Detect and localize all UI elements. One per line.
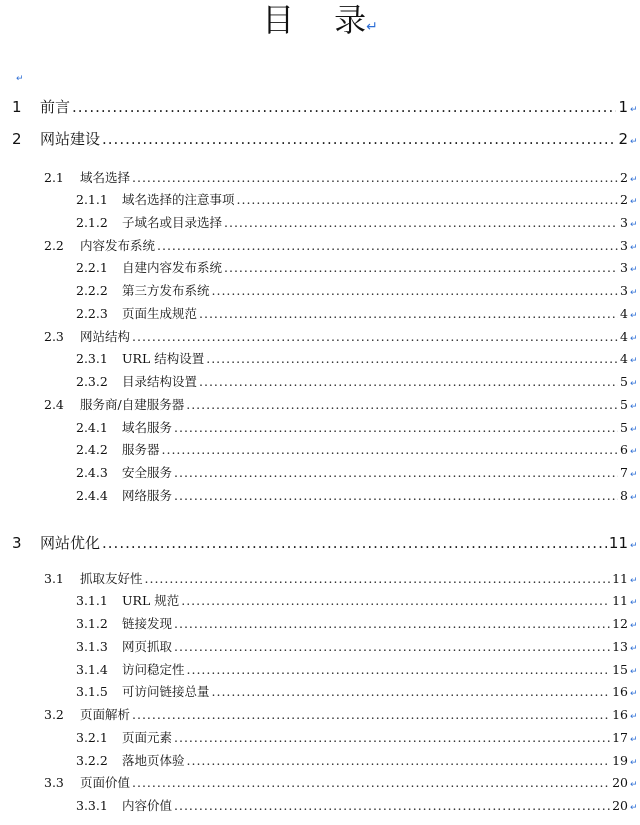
dot-leader bbox=[132, 170, 618, 185]
toc-entry-page: 19 bbox=[612, 753, 628, 768]
toc-entry-number: 3.1.4 bbox=[76, 662, 108, 677]
paragraph-mark-icon: ↵ bbox=[630, 288, 638, 298]
empty-paragraph bbox=[14, 66, 24, 85]
dot-leader bbox=[186, 397, 618, 412]
toc-entry-title: 页面解析 bbox=[80, 707, 131, 722]
dot-leader bbox=[145, 571, 611, 586]
toc-entry-page: 17 bbox=[612, 730, 628, 745]
toc-entry-number: 2.3.2 bbox=[76, 374, 108, 389]
dot-leader bbox=[224, 260, 618, 275]
toc-entry-number: 2.1 bbox=[44, 170, 64, 185]
toc-entry-page: 20 bbox=[612, 798, 628, 813]
toc-entry-title: 页面生成规范 bbox=[122, 306, 198, 321]
paragraph-mark-icon: ↵ bbox=[630, 243, 638, 253]
toc-entry-page: 13 bbox=[612, 639, 628, 654]
toc-entry-title: 自建内容发布系统 bbox=[122, 260, 223, 275]
toc-title bbox=[0, 0, 640, 47]
toc-entry-page: 4 bbox=[620, 306, 628, 321]
toc-entry-page: 11 bbox=[608, 534, 628, 552]
paragraph-mark-icon: ↵ bbox=[630, 493, 638, 503]
toc-entry-page: 15 bbox=[612, 662, 628, 677]
toc-entry-number: 2.4.1 bbox=[76, 420, 108, 435]
toc-entry-number: 2 bbox=[12, 130, 22, 148]
paragraph-mark-icon: ↵ bbox=[630, 425, 638, 435]
dot-leader bbox=[174, 798, 610, 813]
toc-entry[interactable] bbox=[0, 440, 640, 460]
toc-entry-title: 网站建设 bbox=[40, 130, 101, 148]
toc-entry-page: 2 bbox=[620, 170, 628, 185]
paragraph-mark-icon: ↵ bbox=[630, 667, 638, 677]
paragraph-mark-icon: ↵ bbox=[630, 379, 638, 389]
dot-leader bbox=[174, 465, 618, 480]
toc-entry-number: 3.2 bbox=[44, 707, 64, 722]
toc-entry-number: 2.3.1 bbox=[76, 351, 108, 366]
paragraph-mark-icon: ↵ bbox=[630, 644, 638, 654]
toc-entry-title: 域名选择 bbox=[80, 170, 131, 185]
toc-entry-page: 12 bbox=[612, 616, 628, 631]
toc-entry-page: 3 bbox=[620, 283, 628, 298]
toc-entry[interactable] bbox=[0, 327, 640, 347]
toc-entry[interactable] bbox=[0, 128, 640, 148]
paragraph-mark-icon: ↵ bbox=[366, 19, 378, 35]
paragraph-mark-icon: ↵ bbox=[630, 621, 638, 631]
toc-entry-page: 3 bbox=[620, 238, 628, 253]
dot-leader bbox=[224, 215, 618, 230]
toc-entry[interactable] bbox=[0, 395, 640, 415]
paragraph-mark-icon: ↵ bbox=[630, 780, 638, 790]
toc-entry-number: 3.3.1 bbox=[76, 798, 108, 813]
paragraph-mark-icon: ↵ bbox=[630, 402, 638, 412]
toc-entry-number: 2.2.3 bbox=[76, 306, 108, 321]
dot-leader bbox=[162, 442, 619, 457]
toc-entry-page: 1 bbox=[618, 98, 628, 116]
toc-entry[interactable] bbox=[0, 796, 640, 816]
paragraph-mark-icon: ↵ bbox=[630, 447, 638, 457]
toc-entry-page: 2 bbox=[620, 192, 628, 207]
toc-entry-page: 5 bbox=[620, 420, 628, 435]
toc-entry-title: 内容发布系统 bbox=[80, 238, 156, 253]
dot-leader bbox=[132, 707, 610, 722]
paragraph-mark-icon: ↵ bbox=[630, 137, 638, 147]
dot-leader bbox=[132, 775, 610, 790]
toc-entry-number: 2.1.1 bbox=[76, 192, 108, 207]
toc-entry-page: 5 bbox=[620, 397, 628, 412]
toc-entry-title: 抓取友好性 bbox=[80, 571, 143, 586]
toc-entry-number: 2.4 bbox=[44, 397, 64, 412]
paragraph-mark-icon: ↵ bbox=[16, 74, 24, 84]
toc-entry-page: 3 bbox=[620, 260, 628, 275]
toc-entry-title: 网站优化 bbox=[40, 534, 101, 552]
toc-entry[interactable] bbox=[0, 614, 640, 634]
toc-entry-title: 页面价值 bbox=[80, 775, 131, 790]
paragraph-mark-icon: ↵ bbox=[630, 175, 638, 185]
toc-entry-page: 4 bbox=[620, 329, 628, 344]
toc-entry-title: URL 结构设置 bbox=[122, 351, 205, 366]
toc-entry-number: 2.4.3 bbox=[76, 465, 108, 480]
dot-leader bbox=[237, 192, 619, 207]
toc-entry[interactable] bbox=[0, 349, 640, 369]
toc-entry[interactable] bbox=[0, 96, 640, 116]
toc-entry[interactable] bbox=[0, 304, 640, 324]
paragraph-mark-icon: ↵ bbox=[630, 598, 638, 608]
toc-entry[interactable] bbox=[0, 728, 640, 748]
toc-entry-title: 内容价值 bbox=[122, 798, 173, 813]
toc-entry-number: 3.1.5 bbox=[76, 684, 108, 699]
paragraph-mark-icon: ↵ bbox=[630, 576, 638, 586]
dot-leader bbox=[174, 616, 610, 631]
toc-entry-page: 6 bbox=[620, 442, 628, 457]
toc-entry-number: 3 bbox=[12, 534, 22, 552]
toc-entry-number: 3.1 bbox=[44, 571, 64, 586]
toc-entry[interactable] bbox=[0, 637, 640, 657]
toc-entry[interactable] bbox=[0, 682, 640, 702]
toc-entry-title: 服务商/自建服务器 bbox=[80, 397, 185, 412]
toc-entry-title: 前言 bbox=[40, 98, 71, 116]
toc-entry-number: 3.2.2 bbox=[76, 753, 108, 768]
toc-entry-title: 落地页体验 bbox=[122, 753, 185, 768]
toc-entry[interactable] bbox=[0, 190, 640, 210]
paragraph-mark-icon: ↵ bbox=[630, 334, 638, 344]
dot-leader bbox=[157, 238, 618, 253]
toc-entry-title: URL 规范 bbox=[122, 593, 180, 608]
dot-leader bbox=[174, 488, 618, 503]
toc-entry[interactable] bbox=[0, 168, 640, 188]
dot-leader bbox=[102, 130, 616, 148]
dot-leader bbox=[102, 534, 607, 552]
toc-entry-page: 3 bbox=[620, 215, 628, 230]
toc-entry[interactable] bbox=[0, 569, 640, 589]
toc-entry-number: 2.2.1 bbox=[76, 260, 108, 275]
toc-entry-title: 目录结构设置 bbox=[122, 374, 198, 389]
paragraph-mark-icon: ↵ bbox=[630, 712, 638, 722]
dot-leader bbox=[187, 753, 611, 768]
toc-entry[interactable] bbox=[0, 236, 640, 256]
toc-entry-title: 第三方发布系统 bbox=[122, 283, 210, 298]
dot-leader bbox=[199, 306, 618, 321]
toc-entry[interactable] bbox=[0, 660, 640, 680]
toc-entry[interactable] bbox=[0, 281, 640, 301]
toc-entry-number: 3.1.3 bbox=[76, 639, 108, 654]
toc-entry-title: 域名选择的注意事项 bbox=[122, 192, 235, 207]
dot-leader bbox=[174, 420, 618, 435]
dot-leader bbox=[212, 283, 619, 298]
toc-entry-number: 2.4.2 bbox=[76, 442, 108, 457]
toc-entry-page: 5 bbox=[620, 374, 628, 389]
title-char-2: 录 bbox=[334, 1, 367, 39]
toc-entry[interactable] bbox=[0, 213, 640, 233]
paragraph-mark-icon: ↵ bbox=[630, 105, 638, 115]
toc-entry-page: 7 bbox=[620, 465, 628, 480]
paragraph-mark-icon: ↵ bbox=[630, 311, 638, 321]
title-char-1: 目 bbox=[262, 1, 295, 39]
dot-leader bbox=[174, 730, 610, 745]
toc-entry-number: 3.3 bbox=[44, 775, 64, 790]
dot-leader bbox=[199, 374, 618, 389]
paragraph-mark-icon: ↵ bbox=[630, 265, 638, 275]
toc-entry-number: 1 bbox=[12, 98, 22, 116]
dot-leader bbox=[174, 639, 610, 654]
toc-entry-page: 11 bbox=[612, 593, 628, 608]
paragraph-mark-icon: ↵ bbox=[630, 803, 638, 813]
paragraph-mark-icon: ↵ bbox=[630, 356, 638, 366]
paragraph-mark-icon: ↵ bbox=[630, 689, 638, 699]
toc-entry[interactable] bbox=[0, 372, 640, 392]
toc-entry-title: 网络服务 bbox=[122, 488, 173, 503]
toc-entry[interactable] bbox=[0, 418, 640, 438]
toc-entry-title: 链接发现 bbox=[122, 616, 173, 631]
toc-entry-number: 2.2.2 bbox=[76, 283, 108, 298]
toc-entry-number: 2.2 bbox=[44, 238, 64, 253]
dot-leader bbox=[72, 98, 616, 116]
toc-entry-number: 2.1.2 bbox=[76, 215, 108, 230]
paragraph-mark-icon: ↵ bbox=[630, 541, 638, 551]
toc-entry-title: 网页抓取 bbox=[122, 639, 173, 654]
toc-entry-page: 8 bbox=[620, 488, 628, 503]
toc-entry-number: 3.1.2 bbox=[76, 616, 108, 631]
toc-entry[interactable] bbox=[0, 463, 640, 483]
toc-entry[interactable] bbox=[0, 773, 640, 793]
toc-entry-title: 页面元素 bbox=[122, 730, 173, 745]
toc-entry-title: 访问稳定性 bbox=[122, 662, 185, 677]
toc-entry-number: 2.3 bbox=[44, 329, 64, 344]
toc-entry-page: 4 bbox=[620, 351, 628, 366]
toc-entry-page: 20 bbox=[612, 775, 628, 790]
toc-entry-title: 网站结构 bbox=[80, 329, 131, 344]
toc-entry-number: 3.2.1 bbox=[76, 730, 108, 745]
toc-entry[interactable] bbox=[0, 486, 640, 506]
dot-leader bbox=[132, 329, 618, 344]
toc-entry[interactable] bbox=[0, 591, 640, 611]
dot-leader bbox=[212, 684, 611, 699]
toc-entry-page: 16 bbox=[612, 684, 628, 699]
dot-leader bbox=[206, 351, 618, 366]
paragraph-mark-icon: ↵ bbox=[630, 197, 638, 207]
toc-entry-title: 子域名或目录选择 bbox=[122, 215, 223, 230]
toc-entry-title: 域名服务 bbox=[122, 420, 173, 435]
toc-entry-page: 16 bbox=[612, 707, 628, 722]
paragraph-mark-icon: ↵ bbox=[630, 758, 638, 768]
paragraph-mark-icon: ↵ bbox=[630, 735, 638, 745]
toc-entry-number: 3.1.1 bbox=[76, 593, 108, 608]
toc-entry-page: 2 bbox=[618, 130, 628, 148]
toc-entry-title: 安全服务 bbox=[122, 465, 173, 480]
toc-entry-number: 2.4.4 bbox=[76, 488, 108, 503]
toc-entry[interactable] bbox=[0, 532, 640, 552]
toc-entry-page: 11 bbox=[612, 571, 628, 586]
dot-leader bbox=[181, 593, 610, 608]
toc-entry[interactable] bbox=[0, 705, 640, 725]
toc-entry[interactable] bbox=[0, 751, 640, 771]
toc-entry-title: 可访问链接总量 bbox=[122, 684, 210, 699]
dot-leader bbox=[187, 662, 611, 677]
toc-entry[interactable] bbox=[0, 258, 640, 278]
toc-entry-title: 服务器 bbox=[122, 442, 160, 457]
paragraph-mark-icon: ↵ bbox=[630, 220, 638, 230]
paragraph-mark-icon: ↵ bbox=[630, 470, 638, 480]
